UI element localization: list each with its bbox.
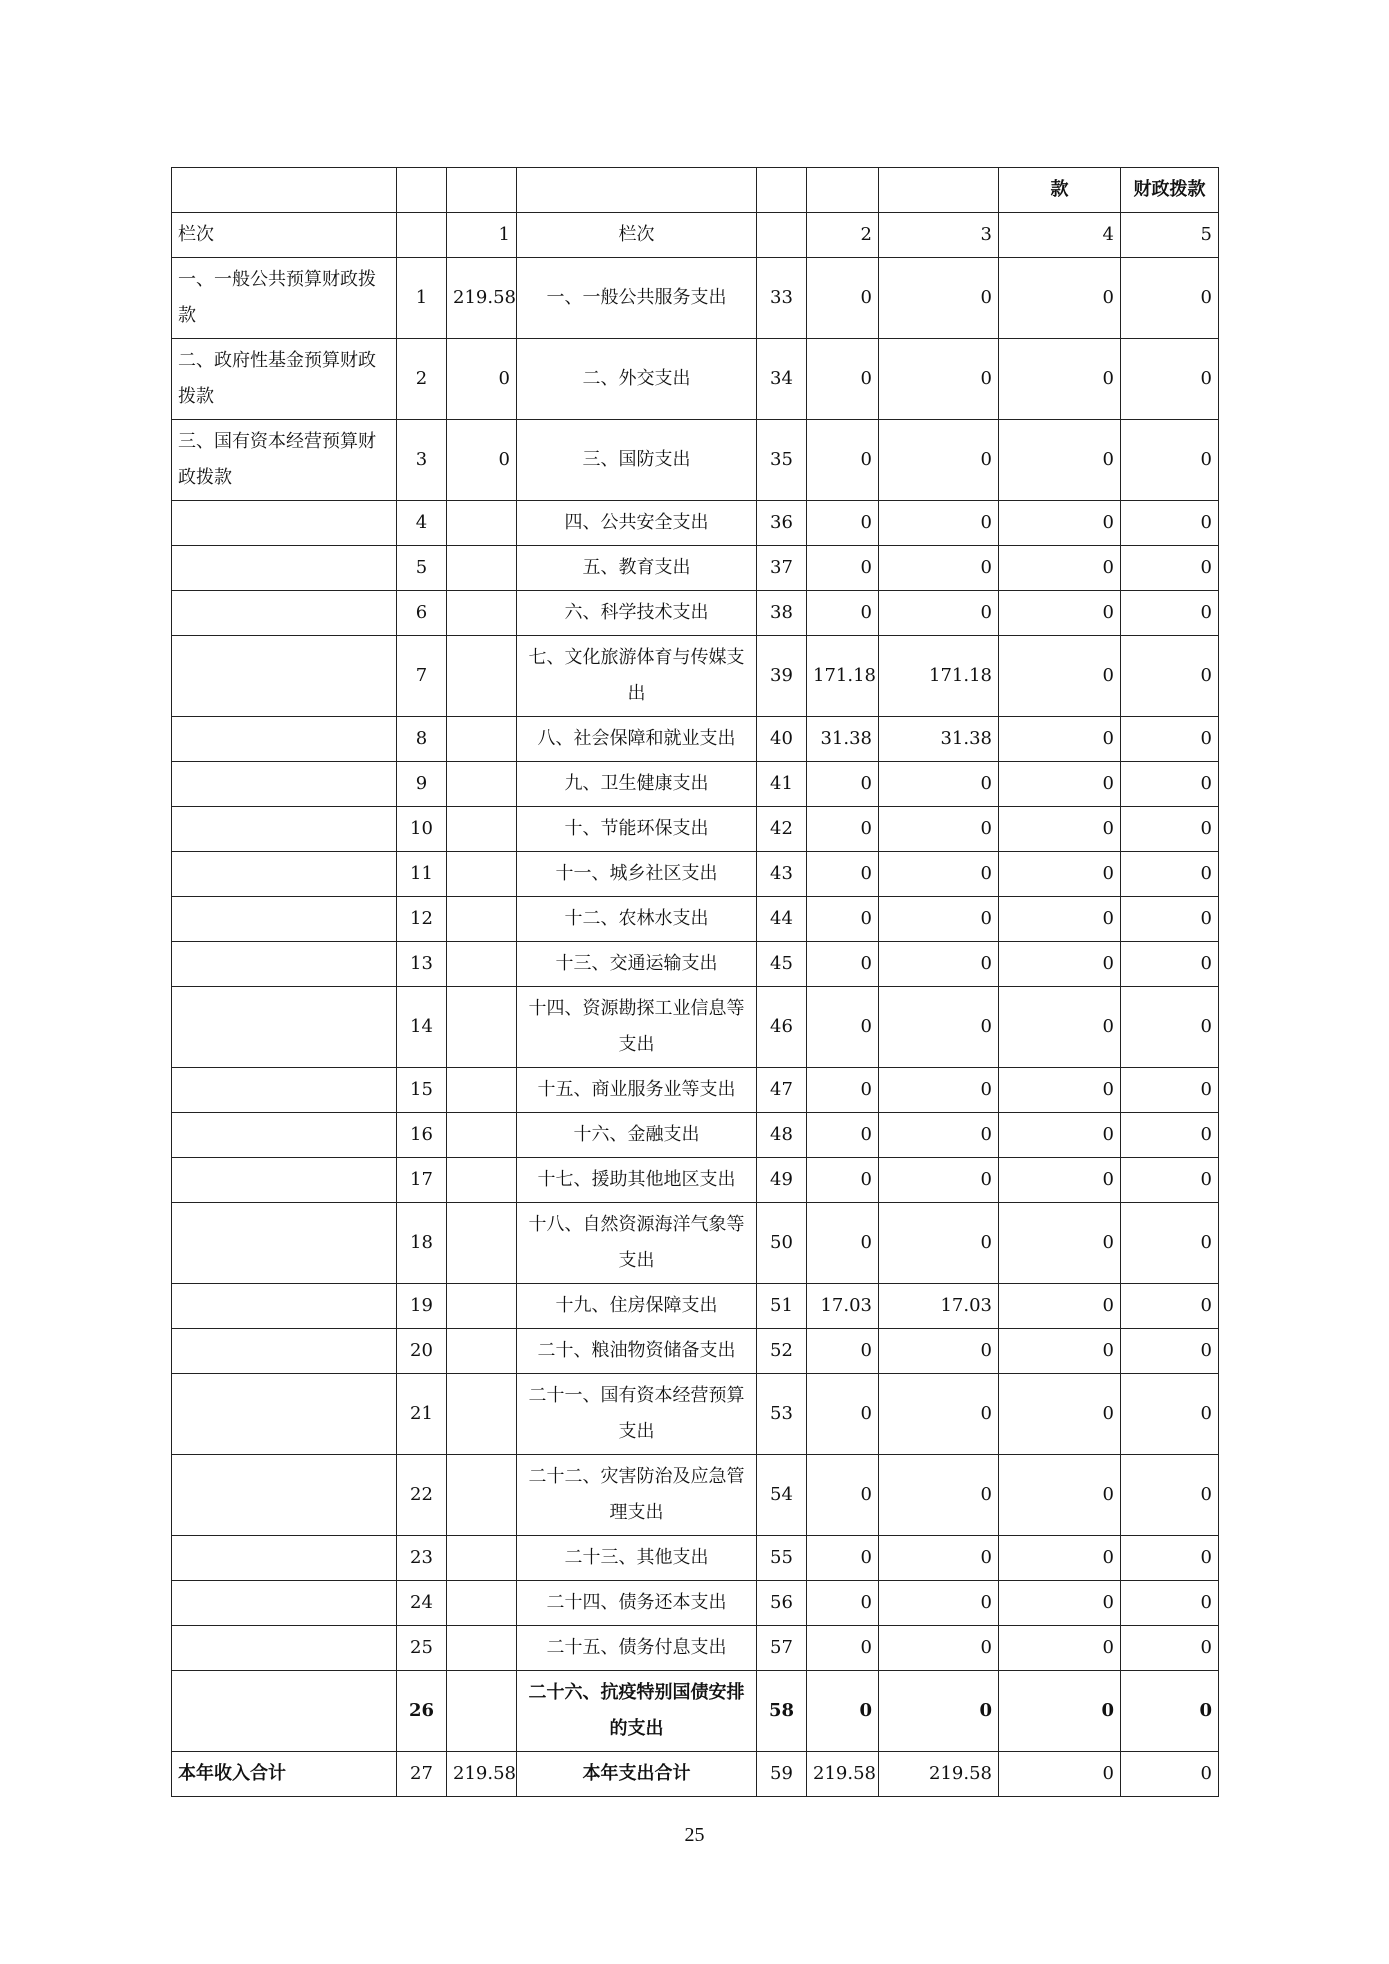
expense-total-cell: 0 xyxy=(807,762,879,807)
general-budget-cell: 17.03 xyxy=(879,1284,999,1329)
expense-total-cell: 0 xyxy=(807,1158,879,1203)
header-cell-fiscal-appropriation: 财政拨款 xyxy=(1121,168,1219,213)
general-budget-cell: 0 xyxy=(879,546,999,591)
income-item-cell xyxy=(172,636,397,717)
fund-budget-cell: 0 xyxy=(999,339,1121,420)
fund-budget-cell: 0 xyxy=(999,1536,1121,1581)
table-row xyxy=(172,339,1219,420)
expense-total-cell: 0 xyxy=(807,1671,879,1752)
state-capital-budget-cell: 0 xyxy=(1121,420,1219,501)
table-row xyxy=(172,762,1219,807)
general-budget-cell: 0 xyxy=(879,1374,999,1455)
expense-item-cell: 一、一般公共服务支出 xyxy=(517,258,757,339)
income-line-number-cell: 3 xyxy=(397,420,447,501)
general-budget-cell: 0 xyxy=(879,420,999,501)
general-budget-cell: 0 xyxy=(879,1158,999,1203)
expense-total-cell: 0 xyxy=(807,1581,879,1626)
expense-line-number-cell: 54 xyxy=(757,1455,807,1536)
income-item-cell xyxy=(172,1455,397,1536)
income-item-cell: 一、一般公共预算财政拨款 xyxy=(172,258,397,339)
income-line-number-cell: 7 xyxy=(397,636,447,717)
expense-total-cell: 0 xyxy=(807,1626,879,1671)
expense-item-cell: 五、教育支出 xyxy=(517,546,757,591)
table-row xyxy=(172,591,1219,636)
expense-line-number-cell: 37 xyxy=(757,546,807,591)
fund-budget-cell: 0 xyxy=(999,762,1121,807)
income-amount-cell xyxy=(447,852,517,897)
expense-total-cell: 0 xyxy=(807,420,879,501)
expense-item-cell: 十八、自然资源海洋气象等支出 xyxy=(517,1203,757,1284)
income-amount-cell xyxy=(447,1671,517,1752)
income-item-cell xyxy=(172,1113,397,1158)
state-capital-budget-cell: 0 xyxy=(1121,591,1219,636)
state-capital-budget-cell: 0 xyxy=(1121,987,1219,1068)
expense-line-number-cell: 53 xyxy=(757,1374,807,1455)
expense-line-number-cell: 42 xyxy=(757,807,807,852)
general-budget-cell: 0 xyxy=(879,987,999,1068)
expense-item-cell: 十五、商业服务业等支出 xyxy=(517,1068,757,1113)
income-item-cell xyxy=(172,717,397,762)
expense-total-cell: 0 xyxy=(807,1329,879,1374)
table-row xyxy=(172,1455,1219,1536)
income-item-cell xyxy=(172,1203,397,1284)
income-amount-cell xyxy=(447,591,517,636)
expense-line-number-cell: 47 xyxy=(757,1068,807,1113)
income-line-number-cell: 23 xyxy=(397,1536,447,1581)
total-row xyxy=(172,1752,1219,1797)
general-budget-cell: 31.38 xyxy=(879,717,999,762)
header-cell-kuan: 款 xyxy=(999,168,1121,213)
income-line-number-cell: 14 xyxy=(397,987,447,1068)
income-amount-cell: 0 xyxy=(447,420,517,501)
table-row xyxy=(172,897,1219,942)
general-budget-cell: 219.58 xyxy=(879,1752,999,1797)
header-cell xyxy=(757,168,807,213)
expense-line-number-cell: 50 xyxy=(757,1203,807,1284)
income-line-number-cell: 20 xyxy=(397,1329,447,1374)
column-index-cell: 3 xyxy=(879,213,999,258)
header-cell xyxy=(397,168,447,213)
income-amount-cell xyxy=(447,717,517,762)
expense-item-cell: 二十一、国有资本经营预算支出 xyxy=(517,1374,757,1455)
header-cell xyxy=(447,168,517,213)
column-index-cell xyxy=(757,213,807,258)
table-row xyxy=(172,1374,1219,1455)
expense-total-cell: 0 xyxy=(807,339,879,420)
fund-budget-cell: 0 xyxy=(999,897,1121,942)
table-row xyxy=(172,1626,1219,1671)
fund-budget-cell: 0 xyxy=(999,1203,1121,1284)
fund-budget-cell: 0 xyxy=(999,807,1121,852)
state-capital-budget-cell: 0 xyxy=(1121,1158,1219,1203)
general-budget-cell: 0 xyxy=(879,1068,999,1113)
page-number: 25 xyxy=(684,1824,705,1846)
general-budget-cell: 0 xyxy=(879,1455,999,1536)
income-amount-cell: 0 xyxy=(447,339,517,420)
header-row-2 xyxy=(172,213,1219,258)
income-line-number-cell: 11 xyxy=(397,852,447,897)
income-item-cell xyxy=(172,1158,397,1203)
expense-item-cell: 十六、金融支出 xyxy=(517,1113,757,1158)
state-capital-budget-cell: 0 xyxy=(1121,1455,1219,1536)
expense-total-cell: 0 xyxy=(807,546,879,591)
header-row-1 xyxy=(172,168,1219,213)
income-line-number-cell: 15 xyxy=(397,1068,447,1113)
state-capital-budget-cell: 0 xyxy=(1121,1536,1219,1581)
table-row xyxy=(172,1536,1219,1581)
income-item-cell: 本年收入合计 xyxy=(172,1752,397,1797)
income-amount-cell xyxy=(447,897,517,942)
income-amount-cell: 219.58 xyxy=(447,258,517,339)
table-row xyxy=(172,501,1219,546)
income-line-number-cell: 12 xyxy=(397,897,447,942)
state-capital-budget-cell: 0 xyxy=(1121,258,1219,339)
income-item-cell xyxy=(172,1671,397,1752)
column-index-cell: 1 xyxy=(447,213,517,258)
state-capital-budget-cell: 0 xyxy=(1121,807,1219,852)
income-amount-cell xyxy=(447,762,517,807)
income-amount-cell xyxy=(447,546,517,591)
expense-line-number-cell: 45 xyxy=(757,942,807,987)
expense-line-number-cell: 58 xyxy=(757,1671,807,1752)
expense-total-cell: 0 xyxy=(807,591,879,636)
table-row xyxy=(172,1158,1219,1203)
state-capital-budget-cell: 0 xyxy=(1121,1626,1219,1671)
expense-item-cell: 十二、农林水支出 xyxy=(517,897,757,942)
header-cell xyxy=(879,168,999,213)
general-budget-cell: 0 xyxy=(879,1536,999,1581)
income-line-number-cell: 25 xyxy=(397,1626,447,1671)
general-budget-cell: 0 xyxy=(879,762,999,807)
expense-line-number-cell: 46 xyxy=(757,987,807,1068)
income-amount-cell xyxy=(447,1626,517,1671)
table-row xyxy=(172,1284,1219,1329)
expense-line-number-cell: 51 xyxy=(757,1284,807,1329)
table-row xyxy=(172,1113,1219,1158)
income-amount-cell xyxy=(447,942,517,987)
expense-total-cell: 0 xyxy=(807,501,879,546)
income-line-number-cell: 9 xyxy=(397,762,447,807)
general-budget-cell: 0 xyxy=(879,1113,999,1158)
table-row xyxy=(172,546,1219,591)
expense-total-cell: 0 xyxy=(807,1536,879,1581)
expense-item-cell: 十一、城乡社区支出 xyxy=(517,852,757,897)
income-item-cell xyxy=(172,852,397,897)
table-row xyxy=(172,1671,1219,1752)
column-index-cell: 栏次 xyxy=(517,213,757,258)
general-budget-cell: 0 xyxy=(879,897,999,942)
income-amount-cell xyxy=(447,636,517,717)
state-capital-budget-cell: 0 xyxy=(1121,1329,1219,1374)
table-row xyxy=(172,1068,1219,1113)
fund-budget-cell: 0 xyxy=(999,1329,1121,1374)
general-budget-cell: 0 xyxy=(879,258,999,339)
column-index-cell xyxy=(397,213,447,258)
expense-line-number-cell: 56 xyxy=(757,1581,807,1626)
general-budget-cell: 0 xyxy=(879,501,999,546)
income-item-cell xyxy=(172,591,397,636)
fund-budget-cell: 0 xyxy=(999,942,1121,987)
fund-budget-cell: 0 xyxy=(999,420,1121,501)
income-amount-cell xyxy=(447,1536,517,1581)
income-amount-cell xyxy=(447,1284,517,1329)
fund-budget-cell: 0 xyxy=(999,987,1121,1068)
general-budget-cell: 0 xyxy=(879,591,999,636)
general-budget-cell: 0 xyxy=(879,1329,999,1374)
fund-budget-cell: 0 xyxy=(999,636,1121,717)
income-line-number-cell: 22 xyxy=(397,1455,447,1536)
income-item-cell xyxy=(172,807,397,852)
expense-line-number-cell: 40 xyxy=(757,717,807,762)
income-line-number-cell: 6 xyxy=(397,591,447,636)
income-line-number-cell: 21 xyxy=(397,1374,447,1455)
income-amount-cell xyxy=(447,1158,517,1203)
fund-budget-cell: 0 xyxy=(999,501,1121,546)
fund-budget-cell: 0 xyxy=(999,1113,1121,1158)
general-budget-cell: 0 xyxy=(879,807,999,852)
expense-line-number-cell: 59 xyxy=(757,1752,807,1797)
expense-total-cell: 0 xyxy=(807,987,879,1068)
income-item-cell xyxy=(172,1374,397,1455)
expense-item-cell: 二十六、抗疫特别国债安排的支出 xyxy=(517,1671,757,1752)
general-budget-cell: 0 xyxy=(879,852,999,897)
expense-item-cell: 四、公共安全支出 xyxy=(517,501,757,546)
expense-total-cell: 0 xyxy=(807,807,879,852)
table-body xyxy=(172,168,1219,1797)
table-row xyxy=(172,1581,1219,1626)
income-item-cell: 二、政府性基金预算财政拨款 xyxy=(172,339,397,420)
income-amount-cell xyxy=(447,1068,517,1113)
income-line-number-cell: 18 xyxy=(397,1203,447,1284)
expense-line-number-cell: 41 xyxy=(757,762,807,807)
state-capital-budget-cell: 0 xyxy=(1121,1581,1219,1626)
expense-item-cell: 十九、住房保障支出 xyxy=(517,1284,757,1329)
income-line-number-cell: 27 xyxy=(397,1752,447,1797)
income-amount-cell xyxy=(447,501,517,546)
fund-budget-cell: 0 xyxy=(999,1068,1121,1113)
state-capital-budget-cell: 0 xyxy=(1121,636,1219,717)
income-item-cell xyxy=(172,1536,397,1581)
expense-item-cell: 八、社会保障和就业支出 xyxy=(517,717,757,762)
income-line-number-cell: 5 xyxy=(397,546,447,591)
income-amount-cell: 219.58 xyxy=(447,1752,517,1797)
state-capital-budget-cell: 0 xyxy=(1121,717,1219,762)
expense-item-cell: 十四、资源勘探工业信息等支出 xyxy=(517,987,757,1068)
expense-line-number-cell: 35 xyxy=(757,420,807,501)
income-amount-cell xyxy=(447,1374,517,1455)
expense-item-cell: 十、节能环保支出 xyxy=(517,807,757,852)
expense-line-number-cell: 34 xyxy=(757,339,807,420)
expense-total-cell: 17.03 xyxy=(807,1284,879,1329)
fund-budget-cell: 0 xyxy=(999,1752,1121,1797)
expense-item-cell: 二十四、债务还本支出 xyxy=(517,1581,757,1626)
expense-total-cell: 0 xyxy=(807,258,879,339)
income-line-number-cell: 26 xyxy=(397,1671,447,1752)
income-item-cell xyxy=(172,1626,397,1671)
expense-item-cell: 九、卫生健康支出 xyxy=(517,762,757,807)
expense-line-number-cell: 49 xyxy=(757,1158,807,1203)
general-budget-cell: 0 xyxy=(879,1671,999,1752)
general-budget-cell: 171.18 xyxy=(879,636,999,717)
table-row xyxy=(172,1203,1219,1284)
fund-budget-cell: 0 xyxy=(999,717,1121,762)
table-row xyxy=(172,420,1219,501)
income-line-number-cell: 24 xyxy=(397,1581,447,1626)
expense-total-cell: 0 xyxy=(807,852,879,897)
income-item-cell xyxy=(172,762,397,807)
fund-budget-cell: 0 xyxy=(999,546,1121,591)
expense-total-cell: 31.38 xyxy=(807,717,879,762)
income-line-number-cell: 2 xyxy=(397,339,447,420)
expense-item-cell: 六、科学技术支出 xyxy=(517,591,757,636)
fund-budget-cell: 0 xyxy=(999,1158,1121,1203)
expense-item-cell: 十三、交通运输支出 xyxy=(517,942,757,987)
expense-item-cell: 二十、粮油物资储备支出 xyxy=(517,1329,757,1374)
income-item-cell xyxy=(172,501,397,546)
income-amount-cell xyxy=(447,1113,517,1158)
income-line-number-cell: 8 xyxy=(397,717,447,762)
state-capital-budget-cell: 0 xyxy=(1121,897,1219,942)
income-item-cell xyxy=(172,1329,397,1374)
expense-item-cell: 本年支出合计 xyxy=(517,1752,757,1797)
header-cell xyxy=(517,168,757,213)
table-row xyxy=(172,258,1219,339)
state-capital-budget-cell: 0 xyxy=(1121,501,1219,546)
income-amount-cell xyxy=(447,1455,517,1536)
table-row xyxy=(172,1329,1219,1374)
table-row xyxy=(172,852,1219,897)
table-row xyxy=(172,987,1219,1068)
expense-total-cell: 0 xyxy=(807,1068,879,1113)
expense-line-number-cell: 39 xyxy=(757,636,807,717)
general-budget-cell: 0 xyxy=(879,1581,999,1626)
expense-item-cell: 十七、援助其他地区支出 xyxy=(517,1158,757,1203)
general-budget-cell: 0 xyxy=(879,1626,999,1671)
fund-budget-cell: 0 xyxy=(999,1374,1121,1455)
income-amount-cell xyxy=(447,1203,517,1284)
income-line-number-cell: 17 xyxy=(397,1158,447,1203)
income-line-number-cell: 19 xyxy=(397,1284,447,1329)
table-row xyxy=(172,636,1219,717)
expense-item-cell: 二、外交支出 xyxy=(517,339,757,420)
expense-total-cell: 0 xyxy=(807,1455,879,1536)
expense-line-number-cell: 43 xyxy=(757,852,807,897)
expense-item-cell: 七、文化旅游体育与传媒支出 xyxy=(517,636,757,717)
table-row xyxy=(172,717,1219,762)
state-capital-budget-cell: 0 xyxy=(1121,942,1219,987)
fund-budget-cell: 0 xyxy=(999,258,1121,339)
expense-total-cell: 0 xyxy=(807,1113,879,1158)
general-budget-cell: 0 xyxy=(879,942,999,987)
income-line-number-cell: 1 xyxy=(397,258,447,339)
fund-budget-cell: 0 xyxy=(999,1284,1121,1329)
table-row xyxy=(172,942,1219,987)
state-capital-budget-cell: 0 xyxy=(1121,1374,1219,1455)
income-amount-cell xyxy=(447,1581,517,1626)
income-line-number-cell: 4 xyxy=(397,501,447,546)
fund-budget-cell: 0 xyxy=(999,1455,1121,1536)
state-capital-budget-cell: 0 xyxy=(1121,1068,1219,1113)
fiscal-appropriation-table xyxy=(171,167,1219,1797)
expense-line-number-cell: 38 xyxy=(757,591,807,636)
budget-table-container xyxy=(171,167,1218,1797)
expense-item-cell: 三、国防支出 xyxy=(517,420,757,501)
income-item-cell: 三、国有资本经营预算财政拨款 xyxy=(172,420,397,501)
expense-line-number-cell: 36 xyxy=(757,501,807,546)
expense-total-cell: 219.58 xyxy=(807,1752,879,1797)
fund-budget-cell: 0 xyxy=(999,1626,1121,1671)
expense-line-number-cell: 33 xyxy=(757,258,807,339)
expense-total-cell: 0 xyxy=(807,1203,879,1284)
general-budget-cell: 0 xyxy=(879,1203,999,1284)
fund-budget-cell: 0 xyxy=(999,1581,1121,1626)
income-item-cell xyxy=(172,546,397,591)
column-index-cell: 2 xyxy=(807,213,879,258)
column-index-cell: 栏次 xyxy=(172,213,397,258)
income-item-cell xyxy=(172,1284,397,1329)
general-budget-cell: 0 xyxy=(879,339,999,420)
expense-line-number-cell: 44 xyxy=(757,897,807,942)
income-item-cell xyxy=(172,942,397,987)
expense-total-cell: 0 xyxy=(807,1374,879,1455)
expense-line-number-cell: 52 xyxy=(757,1329,807,1374)
fund-budget-cell: 0 xyxy=(999,591,1121,636)
state-capital-budget-cell: 0 xyxy=(1121,1284,1219,1329)
income-amount-cell xyxy=(447,1329,517,1374)
state-capital-budget-cell: 0 xyxy=(1121,852,1219,897)
state-capital-budget-cell: 0 xyxy=(1121,1671,1219,1752)
expense-line-number-cell: 55 xyxy=(757,1536,807,1581)
state-capital-budget-cell: 0 xyxy=(1121,1113,1219,1158)
expense-total-cell: 0 xyxy=(807,942,879,987)
header-cell xyxy=(807,168,879,213)
column-index-cell: 4 xyxy=(999,213,1121,258)
income-item-cell xyxy=(172,1581,397,1626)
expense-total-cell: 171.18 xyxy=(807,636,879,717)
income-amount-cell xyxy=(447,807,517,852)
fund-budget-cell: 0 xyxy=(999,1671,1121,1752)
expense-item-cell: 二十三、其他支出 xyxy=(517,1536,757,1581)
income-amount-cell xyxy=(447,987,517,1068)
income-line-number-cell: 13 xyxy=(397,942,447,987)
table-row xyxy=(172,807,1219,852)
state-capital-budget-cell: 0 xyxy=(1121,1203,1219,1284)
state-capital-budget-cell: 0 xyxy=(1121,339,1219,420)
income-item-cell xyxy=(172,897,397,942)
income-line-number-cell: 16 xyxy=(397,1113,447,1158)
expense-line-number-cell: 57 xyxy=(757,1626,807,1671)
expense-item-cell: 二十二、灾害防治及应急管理支出 xyxy=(517,1455,757,1536)
expense-line-number-cell: 48 xyxy=(757,1113,807,1158)
expense-total-cell: 0 xyxy=(807,897,879,942)
state-capital-budget-cell: 0 xyxy=(1121,1752,1219,1797)
fund-budget-cell: 0 xyxy=(999,852,1121,897)
header-cell xyxy=(172,168,397,213)
state-capital-budget-cell: 0 xyxy=(1121,546,1219,591)
income-item-cell xyxy=(172,987,397,1068)
expense-item-cell: 二十五、债务付息支出 xyxy=(517,1626,757,1671)
column-index-cell: 5 xyxy=(1121,213,1219,258)
state-capital-budget-cell: 0 xyxy=(1121,762,1219,807)
income-line-number-cell: 10 xyxy=(397,807,447,852)
income-item-cell xyxy=(172,1068,397,1113)
